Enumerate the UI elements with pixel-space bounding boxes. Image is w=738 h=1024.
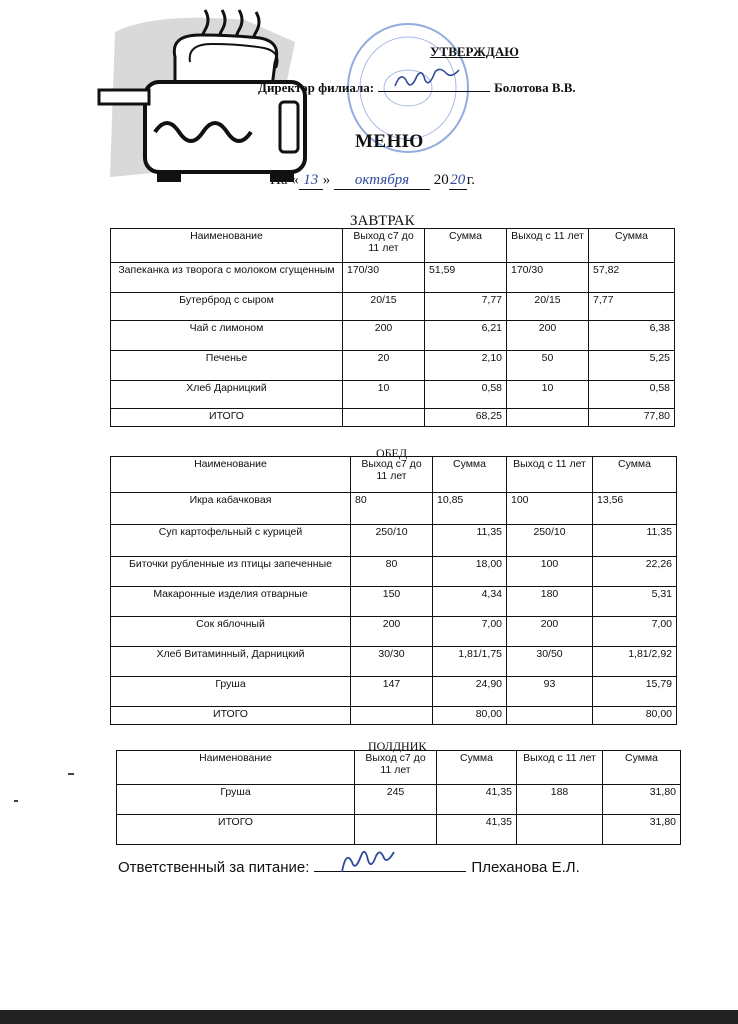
table-cell: 18,00 — [433, 557, 507, 587]
page-title: МЕНЮ — [355, 131, 424, 152]
table-cell: 80 — [351, 557, 433, 587]
total-cell: 80,00 — [593, 707, 677, 725]
breakfast-table — [110, 228, 675, 427]
table-row — [111, 677, 677, 707]
column-header: Наименование — [117, 751, 355, 785]
total-cell — [517, 815, 603, 845]
director-label: Директор филиала: — [258, 80, 375, 95]
table-cell: 20/15 — [507, 293, 589, 321]
column-header: Сумма — [425, 229, 507, 263]
date-year-prefix: 20 — [433, 172, 449, 188]
table-cell: 1,81/1,75 — [433, 647, 507, 677]
dish-name: Хлеб Витаминный, Дарницкий — [111, 647, 351, 677]
table-cell: 30/30 — [351, 647, 433, 677]
table-cell: 170/30 — [507, 263, 589, 293]
table-cell: 2,10 — [425, 351, 507, 381]
total-cell — [343, 409, 425, 427]
table-cell: 51,59 — [425, 263, 507, 293]
column-header: Выход с7 до 11 лет — [343, 229, 425, 263]
date-year-end: г. — [466, 172, 475, 188]
table-cell: 24,90 — [433, 677, 507, 707]
total-cell — [355, 815, 437, 845]
table-cell: 0,58 — [425, 381, 507, 409]
dish-name: Хлеб Дарницкий — [111, 381, 343, 409]
table-cell: 7,77 — [589, 293, 675, 321]
table-cell: 245 — [355, 785, 437, 815]
dish-name: Икра кабачковая — [111, 493, 351, 525]
total-row — [111, 409, 675, 427]
total-cell — [507, 409, 589, 427]
table-row — [111, 263, 675, 293]
dish-name: Бутерброд с сыром — [111, 293, 343, 321]
table-row — [111, 557, 677, 587]
table-cell: 22,26 — [593, 557, 677, 587]
column-header: Наименование — [111, 229, 343, 263]
responsible-name: Плеханова Е.Л. — [471, 859, 580, 876]
table-cell: 20 — [343, 351, 425, 381]
approval-heading: УТВЕРЖДАЮ — [430, 44, 519, 59]
table-row — [111, 493, 677, 525]
table-cell: 170/30 — [343, 263, 425, 293]
total-label: ИТОГО — [117, 815, 355, 845]
dish-name: Груша — [117, 785, 355, 815]
table-row — [111, 381, 675, 409]
table-cell: 7,00 — [433, 617, 507, 647]
director-name: Болотова В.В. — [494, 80, 576, 95]
dish-name: Биточки рубленные из птицы запеченные — [111, 557, 351, 587]
date-prefix: На « — [270, 172, 299, 188]
dish-name: Груша — [111, 677, 351, 707]
table-cell: 20/15 — [343, 293, 425, 321]
table-row — [117, 785, 681, 815]
column-header: Сумма — [433, 457, 507, 493]
table-cell: 150 — [351, 587, 433, 617]
menu-date — [270, 172, 475, 190]
dish-name: Макаронные изделия отварные — [111, 587, 351, 617]
table-header-row — [111, 457, 677, 493]
table-row — [111, 351, 675, 381]
column-header: Выход с 11 лет — [517, 751, 603, 785]
table-cell: 100 — [507, 493, 593, 525]
dish-name: Запеканка из творога с молоком сгущенным — [111, 263, 343, 293]
column-header: Выход с7 до 11 лет — [351, 457, 433, 493]
table-cell: 200 — [507, 617, 593, 647]
table-cell: 11,35 — [433, 525, 507, 557]
lunch-table — [110, 456, 677, 725]
table-cell: 6,21 — [425, 321, 507, 351]
table-cell: 6,38 — [589, 321, 675, 351]
director-signature — [392, 68, 462, 92]
table-cell: 10 — [507, 381, 589, 409]
table-cell: 50 — [507, 351, 589, 381]
table-cell: 11,35 — [593, 525, 677, 557]
date-month: октября — [334, 172, 430, 190]
table-cell: 10 — [343, 381, 425, 409]
column-header: Сумма — [603, 751, 681, 785]
table-cell: 250/10 — [507, 525, 593, 557]
total-label: ИТОГО — [111, 707, 351, 725]
responsible-label: Ответственный за питание: — [118, 859, 310, 876]
table-cell: 188 — [517, 785, 603, 815]
total-cell — [507, 707, 593, 725]
column-header: Выход с 11 лет — [507, 457, 593, 493]
column-header: Наименование — [111, 457, 351, 493]
total-cell — [351, 707, 433, 725]
dish-name: Чай с лимоном — [111, 321, 343, 351]
table-row — [111, 525, 677, 557]
section-title-snack: ПОЛДНИК — [368, 739, 427, 753]
total-cell: 41,35 — [437, 815, 517, 845]
column-header: Сумма — [589, 229, 675, 263]
responsible-signature — [338, 846, 398, 878]
table-cell: 80 — [351, 493, 433, 525]
dish-name: Печенье — [111, 351, 343, 381]
section-title-lunch: ОБЕД — [376, 446, 408, 460]
snack-table — [116, 750, 681, 845]
column-header: Выход с 11 лет — [507, 229, 589, 263]
table-header-row — [111, 229, 675, 263]
table-cell: 200 — [507, 321, 589, 351]
table-cell: 5,25 — [589, 351, 675, 381]
dish-name: Суп картофельный с курицей — [111, 525, 351, 557]
date-mid: » — [322, 172, 331, 188]
table-cell: 5,31 — [593, 587, 677, 617]
total-cell: 68,25 — [425, 409, 507, 427]
table-cell: 93 — [507, 677, 593, 707]
table-cell: 10,85 — [433, 493, 507, 525]
column-header: Выход с7 до 11 лет — [355, 751, 437, 785]
table-row — [111, 587, 677, 617]
table-row — [111, 293, 675, 321]
total-row — [111, 707, 677, 725]
table-cell: 13,56 — [593, 493, 677, 525]
dish-name: Сок яблочный — [111, 617, 351, 647]
toaster-clipart — [95, 2, 310, 197]
total-label: ИТОГО — [111, 409, 343, 427]
table-cell: 57,82 — [589, 263, 675, 293]
table-cell: 1,81/2,92 — [593, 647, 677, 677]
table-cell: 30/50 — [507, 647, 593, 677]
section-title-breakfast: ЗАВТРАК — [350, 213, 415, 229]
total-cell: 31,80 — [603, 815, 681, 845]
total-cell: 77,80 — [589, 409, 675, 427]
table-cell: 147 — [351, 677, 433, 707]
table-cell: 15,79 — [593, 677, 677, 707]
column-header: Сумма — [593, 457, 677, 493]
date-day: 13 — [299, 172, 323, 190]
scan-edge — [0, 1010, 738, 1024]
table-cell: 200 — [351, 617, 433, 647]
table-row — [111, 647, 677, 677]
column-header: Сумма — [437, 751, 517, 785]
total-cell: 80,00 — [433, 707, 507, 725]
scan-speck — [14, 800, 18, 802]
table-cell: 31,80 — [603, 785, 681, 815]
table-row — [111, 617, 677, 647]
total-row — [117, 815, 681, 845]
table-cell: 7,77 — [425, 293, 507, 321]
date-year-suffix: 20 — [450, 172, 466, 188]
table-cell: 100 — [507, 557, 593, 587]
table-row — [111, 321, 675, 351]
table-cell: 41,35 — [437, 785, 517, 815]
scan-speck — [68, 773, 74, 775]
table-cell: 4,34 — [433, 587, 507, 617]
table-cell: 200 — [343, 321, 425, 351]
table-cell: 180 — [507, 587, 593, 617]
table-cell: 7,00 — [593, 617, 677, 647]
table-cell: 250/10 — [351, 525, 433, 557]
table-cell: 0,58 — [589, 381, 675, 409]
table-header-row — [117, 751, 681, 785]
